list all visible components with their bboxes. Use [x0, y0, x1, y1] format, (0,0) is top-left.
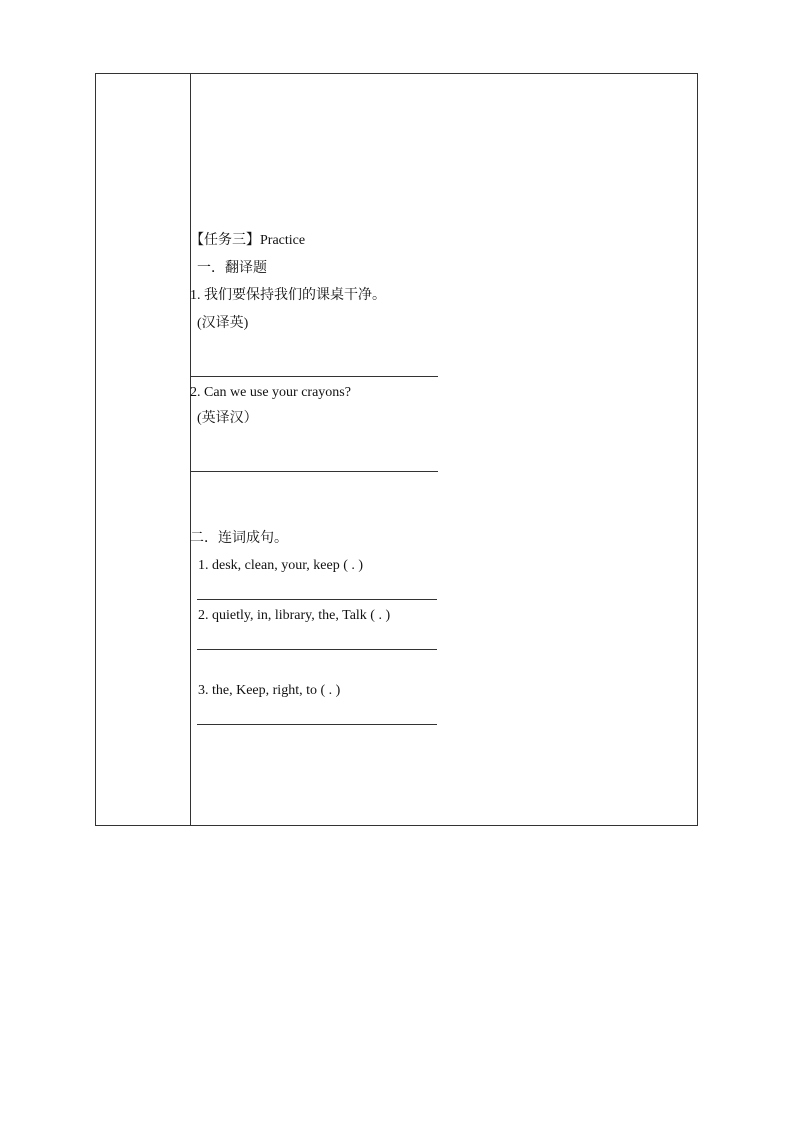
answer-line-3[interactable]: [197, 599, 437, 600]
question-1-hint: (汉译英): [197, 316, 249, 331]
answer-line-5[interactable]: [197, 724, 437, 725]
answer-line-4[interactable]: [197, 649, 437, 650]
answer-line-2[interactable]: [190, 471, 438, 472]
question-2-hint: (英译汉）: [197, 411, 258, 426]
task-heading: 【任务三】Practice: [190, 233, 306, 248]
column-divider: [190, 74, 191, 825]
sentence-item-2: 2. quietly, in, library, the, Talk ( . ): [198, 608, 391, 623]
section1-title: 一．翻译题: [197, 261, 267, 276]
answer-line-1[interactable]: [190, 376, 438, 377]
question-1-text: 1. 我们要保持我们的课桌干净。: [190, 288, 386, 303]
worksheet-table: [95, 73, 698, 826]
sentence-item-1: 1. desk, clean, your, keep ( . ): [198, 558, 364, 573]
section2-title: 二．连词成句。: [190, 531, 288, 546]
question-2-text: 2. Can we use your crayons?: [190, 385, 351, 400]
sentence-item-3: 3. the, Keep, right, to ( . ): [198, 683, 341, 698]
